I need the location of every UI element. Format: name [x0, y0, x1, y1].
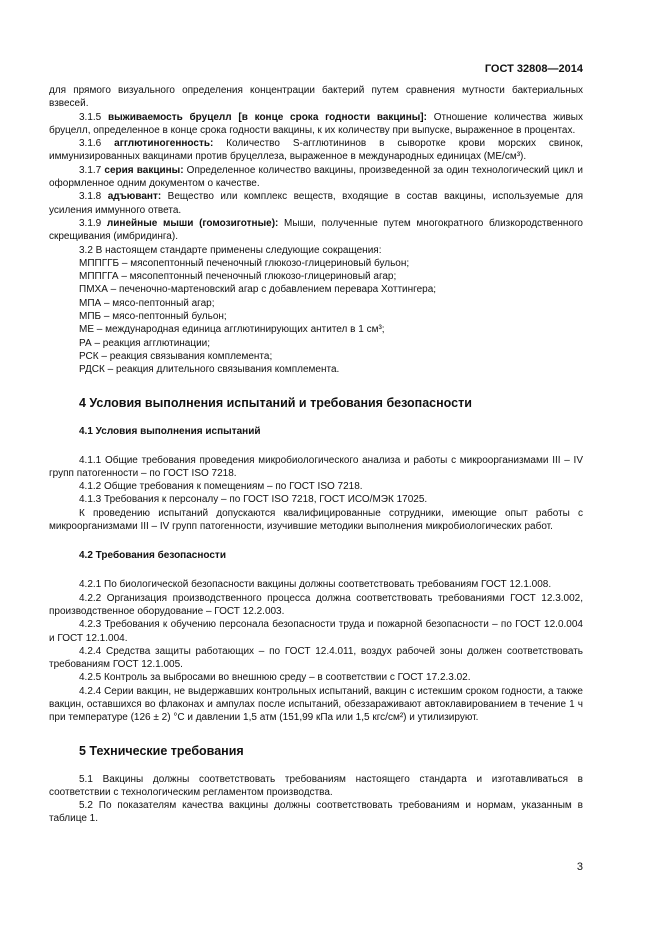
paragraph-4-2-1: 4.2.1 По биологической безопасности вакцины должны соответствовать требованиям ГОСТ 12.1.008. — [79, 579, 552, 591]
section-5-title: 5 Технические требования — [79, 743, 244, 758]
definition-3-1-8: 3.1.8 адъювант: Вещество или комплекс веществ, входящие в состав вакцины, используемые для усиления иммунного ответа. — [49, 191, 584, 216]
abbreviation-item: МППГГА – мясопептонный печеночный глюкозо-глицериновый агар; — [79, 271, 397, 283]
paragraph-4-1-3: 4.1.3 Требования к персоналу – по ГОСТ ISO 7218, ГОСТ ИСО/МЭК 17025. — [79, 494, 428, 506]
abbreviation-item: ПМХА – печеночно-мартеновский агар с добавлением перевара Хоттингера; — [79, 284, 437, 296]
term: агглютиногенность: — [114, 138, 214, 150]
definition-3-1-7: 3.1.7 серия вакцины: Определенное количество вакцины, произведенной за один технологический цикл и оформленное одним документом о качестве. — [49, 164, 584, 190]
abbreviations-intro: 3.2 В настоящем стандарте применены следующие сокращения: — [79, 244, 382, 256]
paragraph-4-2-4: 4.2.4 Средства защиты работающих – по ГОСТ 12.4.011, воздух рабочей зоны должен соответствовать требованиям ГОСТ 12.1.005. — [49, 645, 583, 671]
abbreviation-item: МЕ – международная единица агглютинирующих антител в 1 см³; — [79, 324, 385, 336]
section-4-title: 4 Условия выполнения испытаний и требования безопасности — [79, 395, 472, 410]
paragraph-4-2-2: 4.2.2 Организация производственного процесса должна соответствовать требованиями ГОСТ 12.3.002, производственное оборудование – ГОСТ 12.2.003. — [49, 592, 583, 617]
paragraph-4-2-5: 4.2.5 Контроль за выбросами во внешнюю среду – в соответствии с ГОСТ 17.2.3.02. — [79, 672, 471, 684]
paragraph-4-2-4-disposal: 4.2.4 Серии вакцин, не выдержавших контрольных испытаний, вакцин с истекшим сроком годности, а также вакцин, оставшихся во флаконах и ампулах после испытаний, обеззараживают автоклавированием в течение 1 ч при температуре (126 ± 2) °С и давлении 1,5 атм (151,99 кПа или 1,5 кгс/см²) и утилизируют. — [49, 685, 583, 724]
abbreviation-item: РА – реакция агглютинации; — [79, 337, 211, 349]
subsection-4-1-title: 4.1 Условия выполнения испытаний — [79, 425, 261, 437]
abbreviation-item: РСК – реакция связывания комплемента; — [79, 350, 273, 362]
abbreviation-item: МПБ – мясо-пептонный бульон; — [79, 311, 227, 323]
abbreviation-item: РДСК – реакция длительного связывания комплемента. — [79, 364, 340, 376]
definition-3-1-6: 3.1.6 агглютиногенность: Количество S-агглютининов в сыворотке крови морских свинок, иммунизированных вакцинами против бруцеллеза, выраженное в международных единицах (МЕ/см³). — [49, 138, 583, 163]
abbreviation-item: МПА – мясо-пептонный агар; — [79, 297, 215, 309]
page-content — [49, 84, 583, 826]
abbreviation-item: МППГГБ – мясопептонный печеночный глюкозо-глицериновый бульон; — [79, 257, 410, 269]
term: адъювант: — [107, 191, 162, 203]
paragraph-4-1-1: 4.1.1 Общие требования проведения микробиологического анализа и работы с микроорганизмами III – IV групп патогенности – по ГОСТ ISO 7218. — [49, 454, 583, 479]
definition-3-1-5: 3.1.5 выживаемость бруцелл [в конце срока годности вакцины]: Отношение количества живых бруцелл, определенное в конце срока годности вакцины, к их количеству при выпуске, выраженное в процентах. — [49, 111, 583, 136]
definition-3-1-9: 3.1.9 линейные мыши (гомозиготные): Мыши, полученные путем многократного близкородственного скрещивания (имбридинга). — [49, 217, 583, 243]
term: линейные мыши (гомозиготные): — [106, 217, 279, 229]
term: серия вакцины: — [104, 164, 184, 176]
paragraph-4-1-2: 4.1.2 Общие требования к помещениям – по ГОСТ ISO 7218. — [79, 481, 363, 493]
page-number: 3 — [576, 861, 583, 873]
paragraph-5-2: 5.2 По показателям качества вакцины должны соответствовать требованиям и нормам, указанным в таблице 1. — [49, 800, 583, 825]
paragraph-5-1: 5.1 Вакцины должны соответствовать требованиям настоящего стандарта и изготавливаться в соответствии с технологическим регламентом производства. — [49, 773, 583, 798]
standard-header: ГОСТ 32808—2014 — [484, 63, 583, 75]
paragraph-4-2-3: 4.2.3 Требования к обучению персонала безопасности труда и пожарной безопасности – по ГОСТ 12.0.004 и ГОСТ 12.1.004. — [49, 619, 583, 644]
term: выживаемость бруцелл [в конце срока годности вакцины]: — [107, 111, 427, 123]
continuation-paragraph: для прямого визуального определения концентрации бактерий путем сравнения мутности бактериальных взвесей. — [49, 85, 583, 110]
abbreviations-list — [49, 257, 583, 377]
subsection-4-2-title: 4.2 Требования безопасности — [79, 550, 226, 562]
paragraph-4-1-3-note: К проведению испытаний допускаются квалифицированные сотрудники, имеющие опыт работы с микроорганизмами III – IV групп патогенности, изучившие методики выполнения микробиологических работ. — [49, 507, 583, 533]
